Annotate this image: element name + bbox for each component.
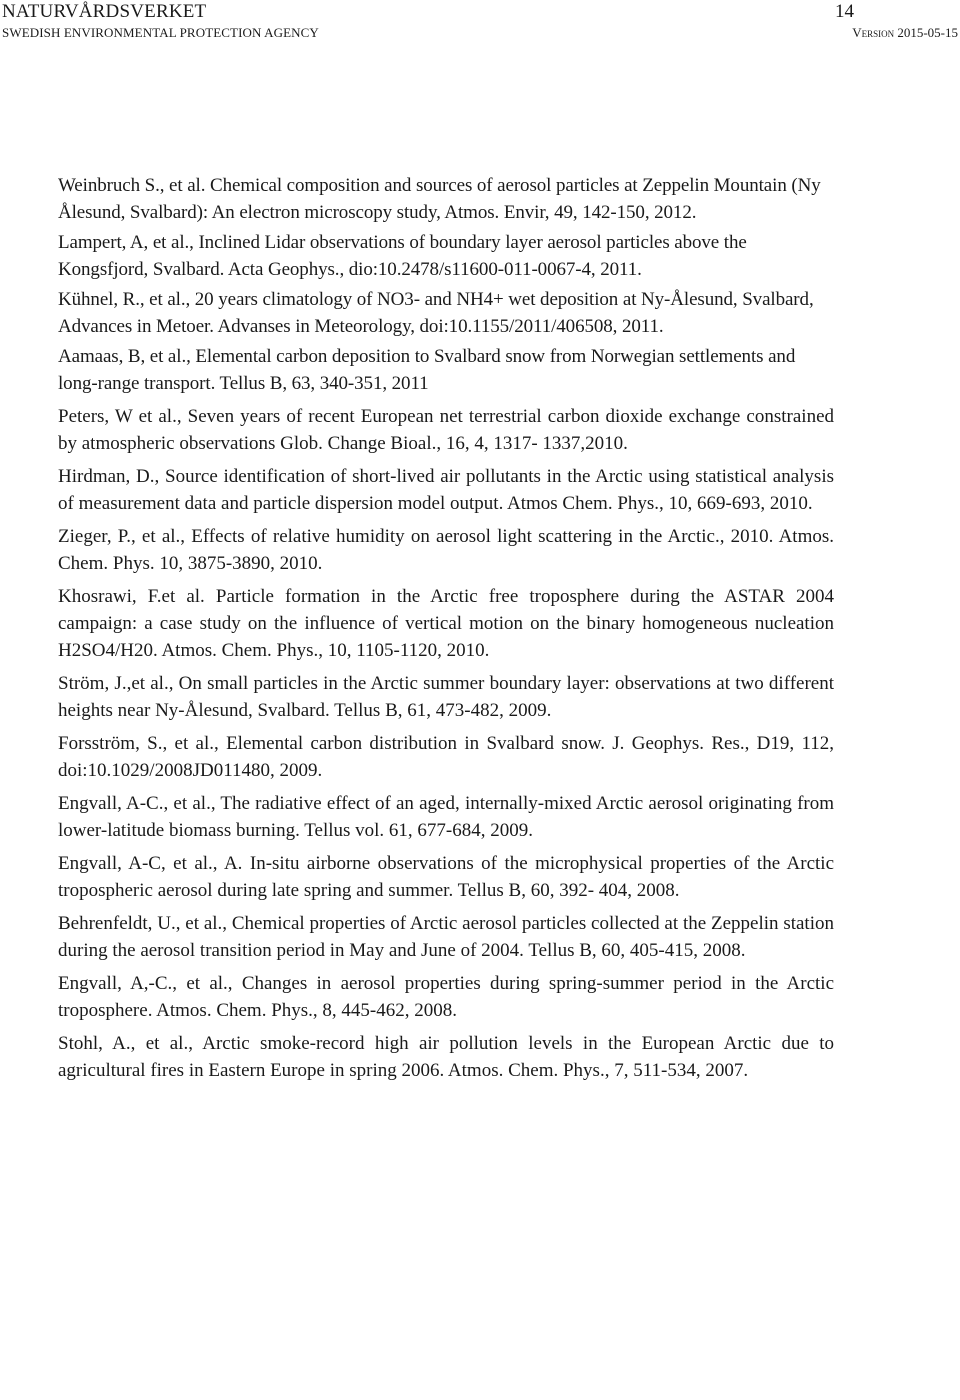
reference-list <box>58 172 834 1084</box>
agency-subtitle: SWEDISH ENVIRONMENTAL PROTECTION AGENCY <box>2 25 319 40</box>
reference-item: Aamaas, B, et al., Elemental carbon deposition to Svalbard snow from Norwegian settlements and long-range transport. Tellus B, 63, 340-351, 2011 <box>58 346 796 394</box>
reference-item: Kühnel, R., et al., 20 years climatology of NO3- and NH4+ wet deposition at Ny-Ålesund, Svalbard, Advances in Metoer. Advanses in Meteorology, doi:10.1155/2011/406508, 2011. <box>58 289 814 337</box>
reference-item: Khosrawi, F.et al. Particle formation in the Arctic free troposphere during the ASTAR 2004 campaign: a case study on the influence of vertical motion on the binary homogeneous nucleation H2SO4/H20. Atmos. Chem. Phys., 10, 1105-1120, 2010. <box>58 586 834 661</box>
reference-item: Peters, W et al., Seven years of recent European net terrestrial carbon dioxide exchange constrained by atmospheric observations Glob. Change Bioal., 16, 4, 1317- 1337,2010. <box>58 406 834 454</box>
reference-item: Lampert, A, et al., Inclined Lidar observations of boundary layer aerosol particles above the Kongsfjord, Svalbard. Acta Geophys., dio:10.2478/s11600-011-0067-4, 2011. <box>58 232 747 280</box>
reference-item: Engvall, A-C., et al., The radiative effect of an aged, internally-mixed Arctic aerosol originating from lower-latitude biomass burning. Tellus vol. 61, 677-684, 2009. <box>58 793 834 841</box>
reference-item: Ström, J.,et al., On small particles in the Arctic summer boundary layer: observations at two different heights near Ny-Ålesund, Svalbard. Tellus B, 61, 473-482, 2009. <box>58 673 834 721</box>
reference-item: Engvall, A-C, et al., A. In-situ airborne observations of the microphysical properties of the Arctic tropospheric aerosol during late spring and summer. Tellus B, 60, 392- 404, 2008. <box>58 853 834 901</box>
reference-item: Stohl, A., et al., Arctic smoke-record high air pollution levels in the European Arctic due to agricultural fires in Eastern Europe in spring 2006. Atmos. Chem. Phys., 7, 511-534, 2007. <box>58 1033 834 1081</box>
version-label: Version 2015-05-15 <box>852 25 958 40</box>
page-number: 14 <box>835 1 854 22</box>
reference-item: Behrenfeldt, U., et al., Chemical properties of Arctic aerosol particles collected at the Zeppelin station during the aerosol transition period in May and June of 2004. Tellus B, 60, 405-415, 2008. <box>58 913 834 961</box>
page-header <box>0 0 960 48</box>
reference-item: Zieger, P., et al., Effects of relative humidity on aerosol light scattering in the Arctic., 2010. Atmos. Chem. Phys. 10, 3875-3890, 2010. <box>58 526 834 574</box>
agency-name: NATURVÅRDSVERKET <box>2 1 207 22</box>
reference-item: Weinbruch S., et al. Chemical composition and sources of aerosol particles at Zeppelin Mountain (Ny Ålesund, Svalbard): An electron microscopy study, Atmos. Envir, 49, 142-150, 2012. <box>58 175 821 223</box>
reference-item: Forsström, S., et al., Elemental carbon distribution in Svalbard snow. J. Geophys. Res., D19, 112, doi:10.1029/2008JD011480, 2009. <box>58 733 834 781</box>
reference-item: Hirdman, D., Source identification of short-lived air pollutants in the Arctic using statistical analysis of measurement data and particle dispersion model output. Atmos Chem. Phys., 10, 669-693, 2010. <box>58 466 834 514</box>
reference-item: Engvall, A,-C., et al., Changes in aerosol properties during spring-summer period in the Arctic troposphere. Atmos. Chem. Phys., 8, 445-462, 2008. <box>58 973 834 1021</box>
